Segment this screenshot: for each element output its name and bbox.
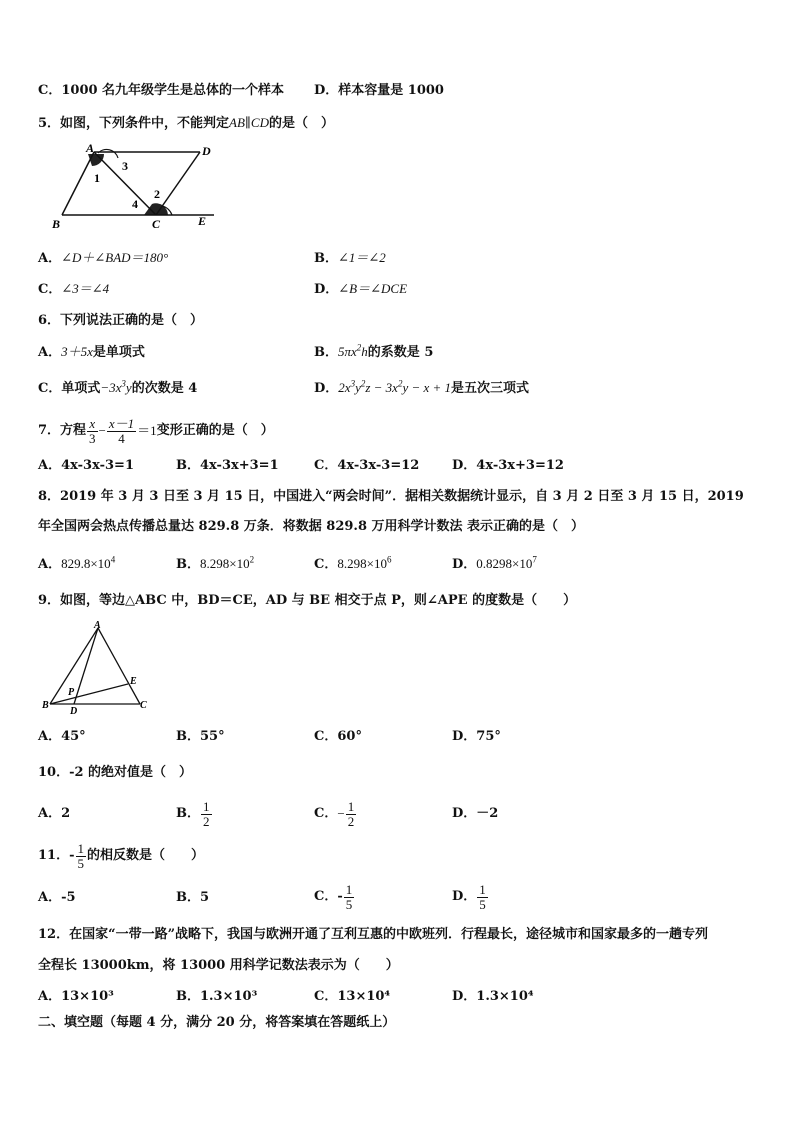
q5-label-d: D xyxy=(202,144,211,158)
q11-option-b: B．5 xyxy=(176,890,210,905)
q8-option-c xyxy=(314,555,391,574)
q5-label-4: 4 xyxy=(132,197,138,211)
q9-triangle-figure xyxy=(40,620,160,716)
q5-option-d xyxy=(314,280,407,299)
q7-minus: − xyxy=(98,423,106,438)
q5-angle-mark-c xyxy=(144,203,168,215)
q5-stem xyxy=(38,114,334,133)
q6-option-b-text: 的系数是 5 xyxy=(367,345,434,360)
q10-option-c-label: C． xyxy=(314,806,338,821)
q8-option-c-math: $8.298\times 10^6$ xyxy=(337,554,392,571)
q6-option-a xyxy=(38,343,145,362)
q5-label-2: 2 xyxy=(154,187,160,201)
q11-fraction xyxy=(76,842,87,871)
q11-stem-end: 的相反数是（ ） xyxy=(87,848,205,863)
q10-option-b-num: 1 xyxy=(203,798,210,814)
q12-option-c: C．13×10⁴ xyxy=(314,989,391,1004)
q9-option-a: A．45° xyxy=(38,729,86,744)
q5-label-e: E xyxy=(198,214,207,228)
q12-option-a: A．13×10³ xyxy=(38,989,114,1004)
q7-equals: ＝1 xyxy=(137,423,157,438)
q11-fraction-num: 1 xyxy=(77,840,84,856)
q8-option-a-math: $829.8\times 10^4$ xyxy=(61,554,116,571)
q5-option-a-math: ∠D＋∠BAD＝180° xyxy=(61,250,169,265)
q9-option-d: D．75° xyxy=(452,729,501,744)
q11-option-d-den: 5 xyxy=(479,896,486,912)
q8-option-a xyxy=(38,555,115,574)
q4-option-c: C．1000 名九年级学生是总体的一个样本 xyxy=(38,83,285,98)
q6-option-a-text: 是单项式 xyxy=(92,345,145,360)
q5-option-a xyxy=(38,249,168,268)
q5-option-c-math: ∠3＝∠4 xyxy=(61,281,110,296)
q8-stem-line-1: 8．2019 年 3 月 3 日至 3 月 15 日，中国进入“两会时间”．据相关数据统计显示，自 3 月 2 日至 3 月 15 日，2019 xyxy=(38,489,744,504)
section-2-heading: 二、填空题（每题 4 分，满分 20 分，将答案填在答题纸上） xyxy=(38,1015,396,1030)
q9-label-p: P xyxy=(68,687,75,698)
q6-option-b-label: B． xyxy=(314,345,338,360)
q8-option-c-label: C． xyxy=(314,557,338,572)
q12-stem-line-1: 12．在国家“一带一路”战略下，我国与欧洲开通了互利互惠的中欧班列．行程最长，途径城市和国家最多的一趟专列 xyxy=(38,927,709,942)
q7-fraction-1 xyxy=(87,417,98,446)
q11-option-a: A．-5 xyxy=(38,890,76,905)
q8-option-d-math: $0.8298\times 10^7$ xyxy=(476,554,537,571)
q5-label-3: 3 xyxy=(122,159,128,173)
q7-option-c: C．4x-3x-3=12 xyxy=(314,458,420,473)
q5-option-a-label: A． xyxy=(38,251,62,266)
q8-option-b-label: B． xyxy=(176,557,200,572)
q11-option-d-fraction xyxy=(477,883,488,912)
q5-option-d-math: ∠B＝∠DCE xyxy=(338,281,408,296)
q7-option-a: A．4x-3x-3=1 xyxy=(38,458,134,473)
q8-option-a-label: A． xyxy=(38,557,62,572)
q5-stem-end: 的是（ ） xyxy=(269,116,335,131)
q5-option-b-label: B． xyxy=(314,251,338,266)
q8-option-b xyxy=(176,555,254,574)
q5-option-c xyxy=(38,280,109,299)
q7-option-b: B．4x-3x+3=1 xyxy=(176,458,279,473)
q6-option-d-label: D． xyxy=(314,381,339,396)
q9-label-a: A xyxy=(94,620,101,631)
q9-option-c: C．60° xyxy=(314,729,362,744)
q6-option-d-text: 是五次三项式 xyxy=(451,381,530,396)
q6-option-c-text: 的次数是 4 xyxy=(131,381,198,396)
q9-stem: 9．如图，等边△ABC 中，BD＝CE，AD 与 BE 相交于点 P，则∠APE 的度数是（ ） xyxy=(38,593,577,608)
q6-option-c xyxy=(38,379,197,398)
q11-option-c xyxy=(314,879,355,915)
q12-option-d: D．1.3×10⁴ xyxy=(452,989,534,1004)
q10-option-b-fraction xyxy=(201,800,212,829)
q6-option-d xyxy=(314,379,529,398)
q9-label-b: B xyxy=(42,700,49,711)
q5-parallelogram-figure xyxy=(48,140,228,232)
q9-label-c: C xyxy=(140,700,147,711)
q7-stem xyxy=(38,412,274,450)
q7-fraction-2-num: x－1 xyxy=(108,415,135,431)
q10-stem: 10．-2 的绝对值是（ ） xyxy=(38,765,193,780)
q5-label-c: C xyxy=(152,217,161,231)
q11-option-c-fraction xyxy=(344,883,355,912)
q11-option-d xyxy=(452,879,489,915)
q8-option-d xyxy=(452,555,537,574)
q6-option-c-prefix: 单项式 xyxy=(61,381,101,396)
q10-option-c-den: 2 xyxy=(347,813,355,829)
q11-fraction-den: 5 xyxy=(77,855,84,871)
q11-option-c-label: C．- xyxy=(314,889,343,904)
q11-stem-text: 11．- xyxy=(38,848,75,863)
q10-option-d: D．－2 xyxy=(452,806,499,821)
q5-label-b: B xyxy=(52,217,61,231)
q5-option-d-label: D． xyxy=(314,282,339,297)
q8-option-d-label: D． xyxy=(452,557,477,572)
q6-option-b-math: $5\pi x^2h$ xyxy=(338,342,368,359)
q9-label-d: D xyxy=(70,706,78,716)
q6-option-a-label: A． xyxy=(38,345,62,360)
q7-stem-end: 变形正确的是（ ） xyxy=(156,423,274,438)
q6-option-c-math: $-3x^3y$ xyxy=(100,378,132,395)
q5-label-1: 1 xyxy=(94,171,100,185)
q7-fraction-2 xyxy=(107,417,136,446)
q5-option-c-label: C． xyxy=(38,282,62,297)
q5-stem-text: 5．如图，下列条件中，不能判定 xyxy=(38,116,230,131)
q4-option-d: D．样本容量是 1000 xyxy=(314,83,444,98)
q11-option-c-num: 1 xyxy=(345,881,353,897)
q11-option-d-label: D． xyxy=(452,889,477,904)
q10-option-b xyxy=(176,796,213,832)
q5-stem-math: AB∥CD xyxy=(229,115,269,130)
q5-label-a: A xyxy=(86,141,95,155)
q6-option-c-label: C． xyxy=(38,381,62,396)
q7-fraction-1-num: x xyxy=(87,417,98,432)
q6-option-d-math: $2x^3y^2z - 3x^2y - x + 1$ xyxy=(338,378,452,395)
q10-option-b-den: 2 xyxy=(203,813,210,829)
q11-option-c-den: 5 xyxy=(345,896,353,912)
q9-label-e: E xyxy=(130,676,137,687)
q7-fraction-1-den: 3 xyxy=(89,430,96,446)
q7-option-d: D．4x-3x+3=12 xyxy=(452,458,564,473)
q10-option-b-label: B． xyxy=(176,806,200,821)
q10-option-c-minus: − xyxy=(337,806,345,821)
q12-stem-line-2: 全程长 13000km，将 13000 用科学记数法表示为（ ） xyxy=(38,958,399,973)
q10-option-c xyxy=(314,796,357,832)
q12-option-b: B．1.3×10³ xyxy=(176,989,258,1004)
q10-option-a: A．2 xyxy=(38,806,71,821)
q10-option-c-num: 1 xyxy=(347,798,355,814)
q8-stem-line-2: 年全国两会热点传播总量达 829.8 万条．将数据 829.8 万用科学计数法 表示正确的是（ ） xyxy=(38,519,585,534)
q11-option-d-num: 1 xyxy=(479,881,486,897)
q6-option-a-math: 3＋5x xyxy=(61,344,93,359)
q10-option-c-fraction xyxy=(346,800,357,829)
q8-option-b-math: $8.298\times 10^2$ xyxy=(200,554,255,571)
q6-stem: 6．下列说法正确的是（ ） xyxy=(38,313,204,328)
q7-stem-text: 7．方程 xyxy=(38,423,87,438)
q9-option-b: B．55° xyxy=(176,729,225,744)
q5-option-b-math: ∠1＝∠2 xyxy=(338,250,386,265)
q6-option-b xyxy=(314,343,433,362)
q11-stem xyxy=(38,838,204,874)
q7-fraction-2-den: 4 xyxy=(118,430,125,446)
q5-option-b xyxy=(314,249,386,268)
